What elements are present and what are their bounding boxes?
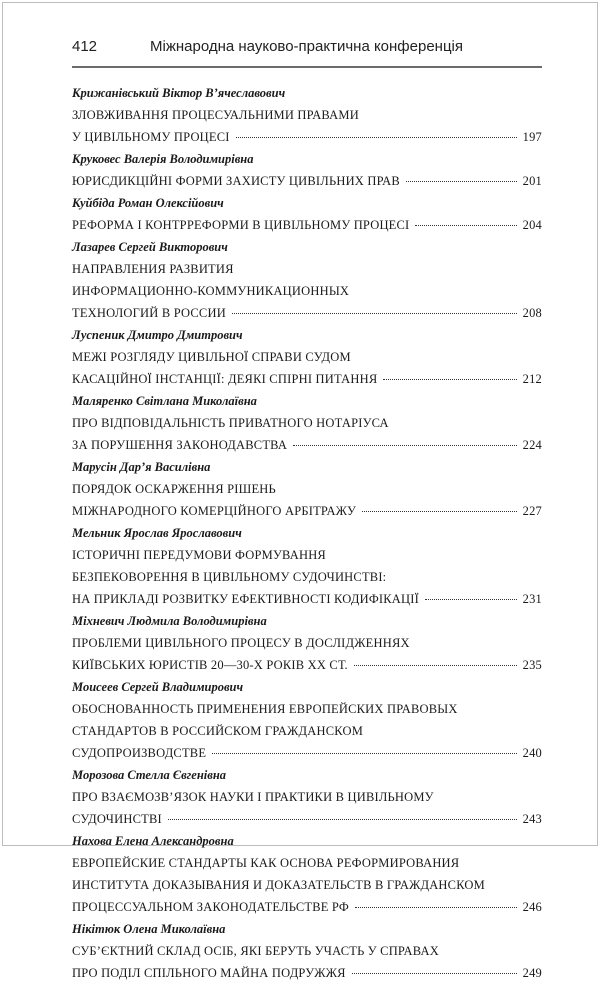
toc-title-line: ОБОСНОВАННОСТЬ ПРИМЕНЕНИЯ ЕВРОПЕЙСКИХ ПРАВОВЫХ	[72, 702, 458, 716]
toc-author: Лазарев Сергей Викторович	[72, 240, 228, 254]
running-title: Міжнародна науково-практична конференція	[150, 38, 464, 55]
dot-leader	[362, 511, 517, 512]
toc-author: Морозова Стелла Євгенівна	[72, 768, 227, 782]
toc-title-line: МЕЖІ РОЗГЛЯДУ ЦИВІЛЬНОЇ СПРАВИ СУДОМ	[72, 350, 351, 364]
toc-title-line	[72, 368, 542, 390]
toc-entry	[72, 522, 542, 610]
toc-entry	[72, 236, 542, 324]
toc-page-number: 240	[522, 746, 542, 760]
toc-title-line	[72, 962, 542, 984]
toc-title-line: ЗЛОВЖИВАННЯ ПРОЦЕСУАЛЬНИМИ ПРАВАМИ	[72, 108, 359, 122]
toc-author: Нікітюк Олена Миколаївна	[72, 922, 226, 936]
toc-page-number: 197	[522, 130, 542, 144]
toc-title-line	[72, 214, 542, 236]
toc-author: Мельник Ярослав Ярославович	[72, 526, 242, 540]
toc-page-number: 249	[522, 966, 542, 980]
toc-page-number: 243	[522, 812, 542, 826]
toc-author: Маляренко Світлана Миколаївна	[72, 394, 257, 408]
toc-title-line	[72, 742, 542, 764]
toc-page-number: 246	[522, 900, 542, 914]
toc-title-text: У ЦИВІЛЬНОМУ ПРОЦЕСІ	[72, 130, 230, 144]
toc-title-line: ИНФОРМАЦИОННО-КОММУНИКАЦИОННЫХ	[72, 284, 350, 298]
dot-leader	[425, 599, 517, 600]
dot-leader	[406, 181, 517, 182]
dot-leader	[236, 137, 517, 138]
toc-title-line: ЕВРОПЕЙСКИЕ СТАНДАРТЫ КАК ОСНОВА РЕФОРМИРОВАНИЯ	[72, 856, 460, 870]
toc-entry	[72, 148, 542, 192]
toc-title-line: БЕЗПЕКОВОРЕННЯ В ЦИВІЛЬНОМУ СУДОЧИНСТВІ:	[72, 570, 387, 584]
toc-entry	[72, 610, 542, 676]
toc-page-number: 204	[522, 218, 542, 232]
toc-title-text: КАСАЦІЙНОЇ ІНСТАНЦІЇ: ДЕЯКІ СПІРНІ ПИТАННЯ	[72, 372, 378, 386]
toc-title-line	[72, 654, 542, 676]
toc-title-line	[72, 896, 542, 918]
dot-leader	[352, 973, 517, 974]
toc-title-line	[72, 302, 542, 324]
toc-author: Луспеник Дмитро Дмитрович	[72, 328, 243, 342]
toc-title-text: СУДОПРОИЗВОДСТВЕ	[72, 746, 207, 760]
toc-title-text: КИЇВСЬКИХ ЮРИСТІВ 20—30-Х РОКІВ ХХ СТ.	[72, 658, 348, 672]
table-of-contents	[72, 82, 542, 984]
toc-title-line: ІСТОРИЧНІ ПЕРЕДУМОВИ ФОРМУВАННЯ	[72, 548, 326, 562]
toc-title-line: ПРО ВЗАЄМОЗВ’ЯЗОК НАУКИ І ПРАКТИКИ В ЦИВІЛЬНОМУ	[72, 790, 434, 804]
dot-leader	[293, 445, 517, 446]
dot-leader	[383, 379, 516, 380]
toc-title-line	[72, 170, 542, 192]
toc-title-text: ЮРИСДИКЦІЙНІ ФОРМИ ЗАХИСТУ ЦИВІЛЬНИХ ПРАВ	[72, 174, 400, 188]
dot-leader	[232, 313, 517, 314]
toc-entry	[72, 390, 542, 456]
toc-title-line: ИНСТИТУТА ДОКАЗЫВАНИЯ И ДОКАЗАТЕЛЬСТВ В ГРАЖДАНСКОМ	[72, 878, 485, 892]
toc-entry	[72, 456, 542, 522]
toc-page-number: 231	[522, 592, 542, 606]
toc-entry	[72, 324, 542, 390]
toc-author: Нахова Елена Александровна	[72, 834, 234, 848]
toc-title-line	[72, 808, 542, 830]
dot-leader	[415, 225, 516, 226]
toc-page-number: 212	[522, 372, 542, 386]
dot-leader	[355, 907, 517, 908]
toc-entry	[72, 764, 542, 830]
toc-title-line	[72, 588, 542, 610]
header-rule	[72, 66, 542, 68]
toc-title-line: СТАНДАРТОВ В РОССИЙСКОМ ГРАЖДАНСКОМ	[72, 724, 364, 738]
toc-page-number: 201	[522, 174, 542, 188]
toc-entry	[72, 676, 542, 764]
dot-leader	[168, 819, 517, 820]
toc-title-text: РЕФОРМА І КОНТРРЕФОРМИ В ЦИВІЛЬНОМУ ПРОЦЕСІ	[72, 218, 410, 232]
toc-entry	[72, 918, 542, 984]
toc-author: Крижанівський Віктор В’ячеславович	[72, 86, 286, 100]
toc-author: Міхневич Людмила Володимирівна	[72, 614, 267, 628]
dot-leader	[354, 665, 517, 666]
toc-title-text: ПРОЦЕССУАЛЬНОМ ЗАКОНОДАТЕЛЬСТВЕ РФ	[72, 900, 349, 914]
toc-entry	[72, 82, 542, 148]
toc-title-line: НАПРАВЛЕНИЯ РАЗВИТИЯ	[72, 262, 234, 276]
toc-title-line: ПОРЯДОК ОСКАРЖЕННЯ РІШЕНЬ	[72, 482, 276, 496]
toc-title-line	[72, 500, 542, 522]
toc-author: Круковес Валерія Володимирівна	[72, 152, 254, 166]
toc-page-number: 224	[522, 438, 542, 452]
dot-leader	[212, 753, 516, 754]
toc-author: Марусін Дар’я Василівна	[72, 460, 211, 474]
toc-title-text: ТЕХНОЛОГИЙ В РОССИИ	[72, 306, 226, 320]
toc-title-line: ПРО ВІДПОВІДАЛЬНІСТЬ ПРИВАТНОГО НОТАРІУСА	[72, 416, 389, 430]
toc-author: Куйбіда Роман Олексійович	[72, 196, 224, 210]
toc-author: Моисеев Сергей Владимирович	[72, 680, 244, 694]
toc-title-text: СУДОЧИНСТВІ	[72, 812, 162, 826]
toc-title-line: СУБ’ЄКТНИЙ СКЛАД ОСІБ, ЯКІ БЕРУТЬ УЧАСТЬ У СПРАВАХ	[72, 944, 439, 958]
toc-page-number: 227	[522, 504, 542, 518]
toc-title-line	[72, 434, 542, 456]
toc-title-text: ПРО ПОДІЛ СПІЛЬНОГО МАЙНА ПОДРУЖЖЯ	[72, 966, 346, 980]
toc-title-text: МІЖНАРОДНОГО КОМЕРЦІЙНОГО АРБІТРАЖУ	[72, 504, 356, 518]
toc-title-text: ЗА ПОРУШЕННЯ ЗАКОНОДАВСТВА	[72, 438, 288, 452]
page-header	[72, 38, 542, 62]
toc-title-text: НА ПРИКЛАДІ РОЗВИТКУ ЕФЕКТИВНОСТІ КОДИФІКАЦІЇ	[72, 592, 419, 606]
toc-page-number: 235	[522, 658, 542, 672]
toc-title-line	[72, 126, 542, 148]
toc-title-line: ПРОБЛЕМИ ЦИВІЛЬНОГО ПРОЦЕСУ В ДОСЛІДЖЕННЯХ	[72, 636, 410, 650]
toc-page-number: 208	[522, 306, 542, 320]
page-number: 412	[72, 38, 98, 55]
toc-entry	[72, 830, 542, 918]
toc-entry	[72, 192, 542, 236]
